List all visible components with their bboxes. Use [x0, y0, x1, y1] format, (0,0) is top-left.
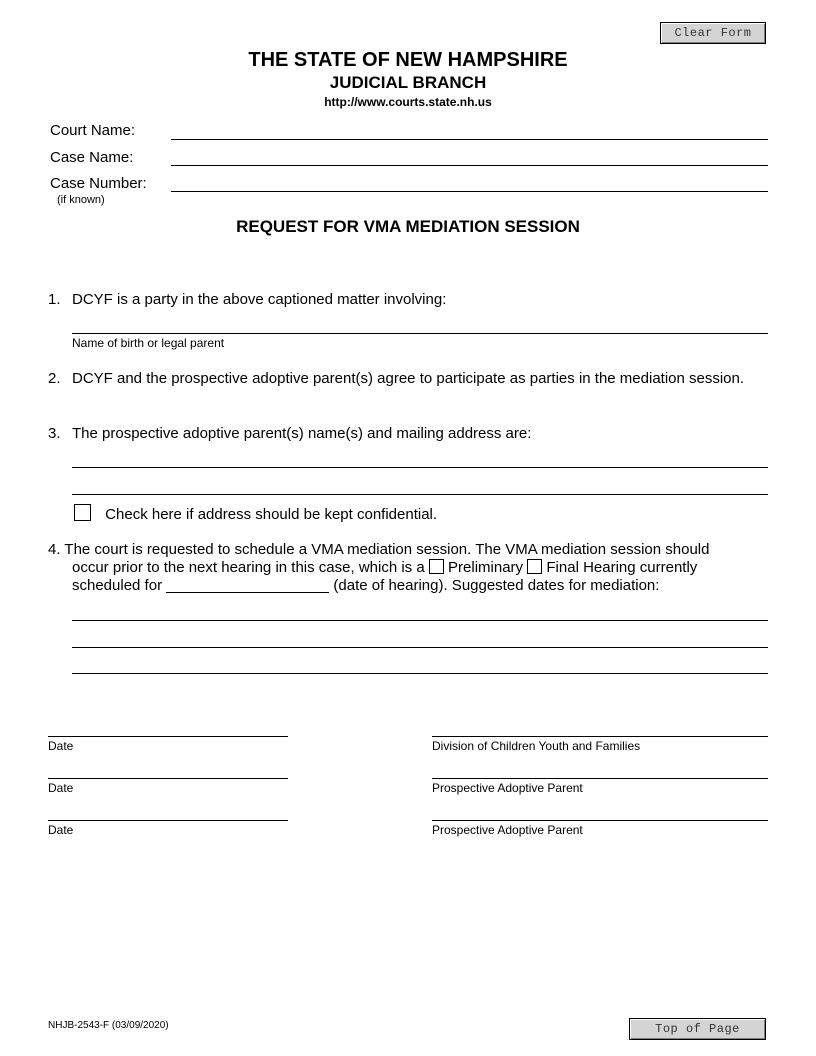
if-known-note: (if known) — [57, 194, 105, 206]
parent-name-label: Name of birth or legal parent — [72, 336, 225, 350]
mediation-dates-line-2[interactable] — [72, 647, 768, 648]
top-of-page-button[interactable]: Top of Page — [629, 1018, 766, 1040]
item-3-number: 3. — [48, 425, 61, 442]
item-3-text: The prospective adoptive parent(s) name(s) and mailing address are: — [72, 425, 532, 442]
mediation-dates-line-3[interactable] — [72, 673, 768, 674]
pap-signature-label-2: Prospective Adoptive Parent — [432, 823, 583, 837]
parent-name-field[interactable] — [72, 333, 768, 334]
item-1-number: 1. — [48, 291, 61, 308]
address-line-1[interactable] — [72, 467, 768, 468]
court-name-label: Court Name: — [50, 122, 136, 139]
form-title: REQUEST FOR VMA MEDIATION SESSION — [236, 217, 580, 236]
preliminary-label: Preliminary — [448, 559, 524, 576]
case-name-label: Case Name: — [50, 149, 134, 166]
pap-signature-field-1[interactable] — [432, 778, 768, 779]
confidential-label: Check here if address should be kept confidential. — [105, 506, 438, 523]
final-hearing-checkbox[interactable] — [527, 559, 542, 574]
item-2-text: DCYF and the prospective adoptive parent(s) agree to participate as parties in the mediation session. — [72, 370, 745, 387]
case-name-field[interactable] — [171, 165, 768, 166]
item-4-line-2-text: occur prior to the next hearing in this case, which is a — [72, 559, 425, 576]
item-4-line-1: 4. The court is requested to schedule a VMA mediation session. The VMA mediation session should — [48, 541, 710, 558]
confidential-checkbox[interactable] — [74, 504, 91, 521]
form-id: NHJB-2543-F (03/09/2020) — [48, 1020, 169, 1031]
court-name-field[interactable] — [171, 139, 768, 140]
pap-signature-label-1: Prospective Adoptive Parent — [432, 781, 583, 795]
confidential-row — [74, 504, 437, 523]
clear-form-button[interactable]: Clear Form — [660, 22, 766, 44]
preliminary-checkbox[interactable] — [429, 559, 444, 574]
date-label-2: Date — [48, 781, 74, 795]
branch-heading: JUDICIAL BRANCH — [329, 73, 487, 92]
case-number-field[interactable] — [171, 191, 768, 192]
case-number-label: Case Number: — [50, 175, 147, 192]
date-field-3[interactable] — [48, 820, 288, 821]
item-4-line-2 — [72, 559, 697, 576]
state-heading: THE STATE OF NEW HAMPSHIRE — [248, 49, 568, 71]
item-2-number: 2. — [48, 370, 61, 387]
final-hearing-label: Final Hearing currently — [546, 559, 698, 576]
pap-signature-field-2[interactable] — [432, 820, 768, 821]
address-line-2[interactable] — [72, 494, 768, 495]
item-1-text: DCYF is a party in the above captioned matter involving: — [72, 291, 447, 308]
date-field-1[interactable] — [48, 736, 288, 737]
dcyf-signature-label: Division of Children Youth and Families — [432, 739, 641, 753]
date-of-hearing-label: (date of hearing). Suggested dates for mediation: — [333, 577, 660, 594]
date-field-2[interactable] — [48, 778, 288, 779]
mediation-dates-line-1[interactable] — [72, 620, 768, 621]
hearing-date-field[interactable] — [166, 578, 329, 593]
item-4-line-3 — [72, 577, 659, 594]
scheduled-for-label: scheduled for — [72, 577, 163, 594]
courts-url: http://www.courts.state.nh.us — [324, 95, 492, 109]
date-label-1: Date — [48, 739, 74, 753]
dcyf-signature-field[interactable] — [432, 736, 768, 737]
date-label-3: Date — [48, 823, 74, 837]
